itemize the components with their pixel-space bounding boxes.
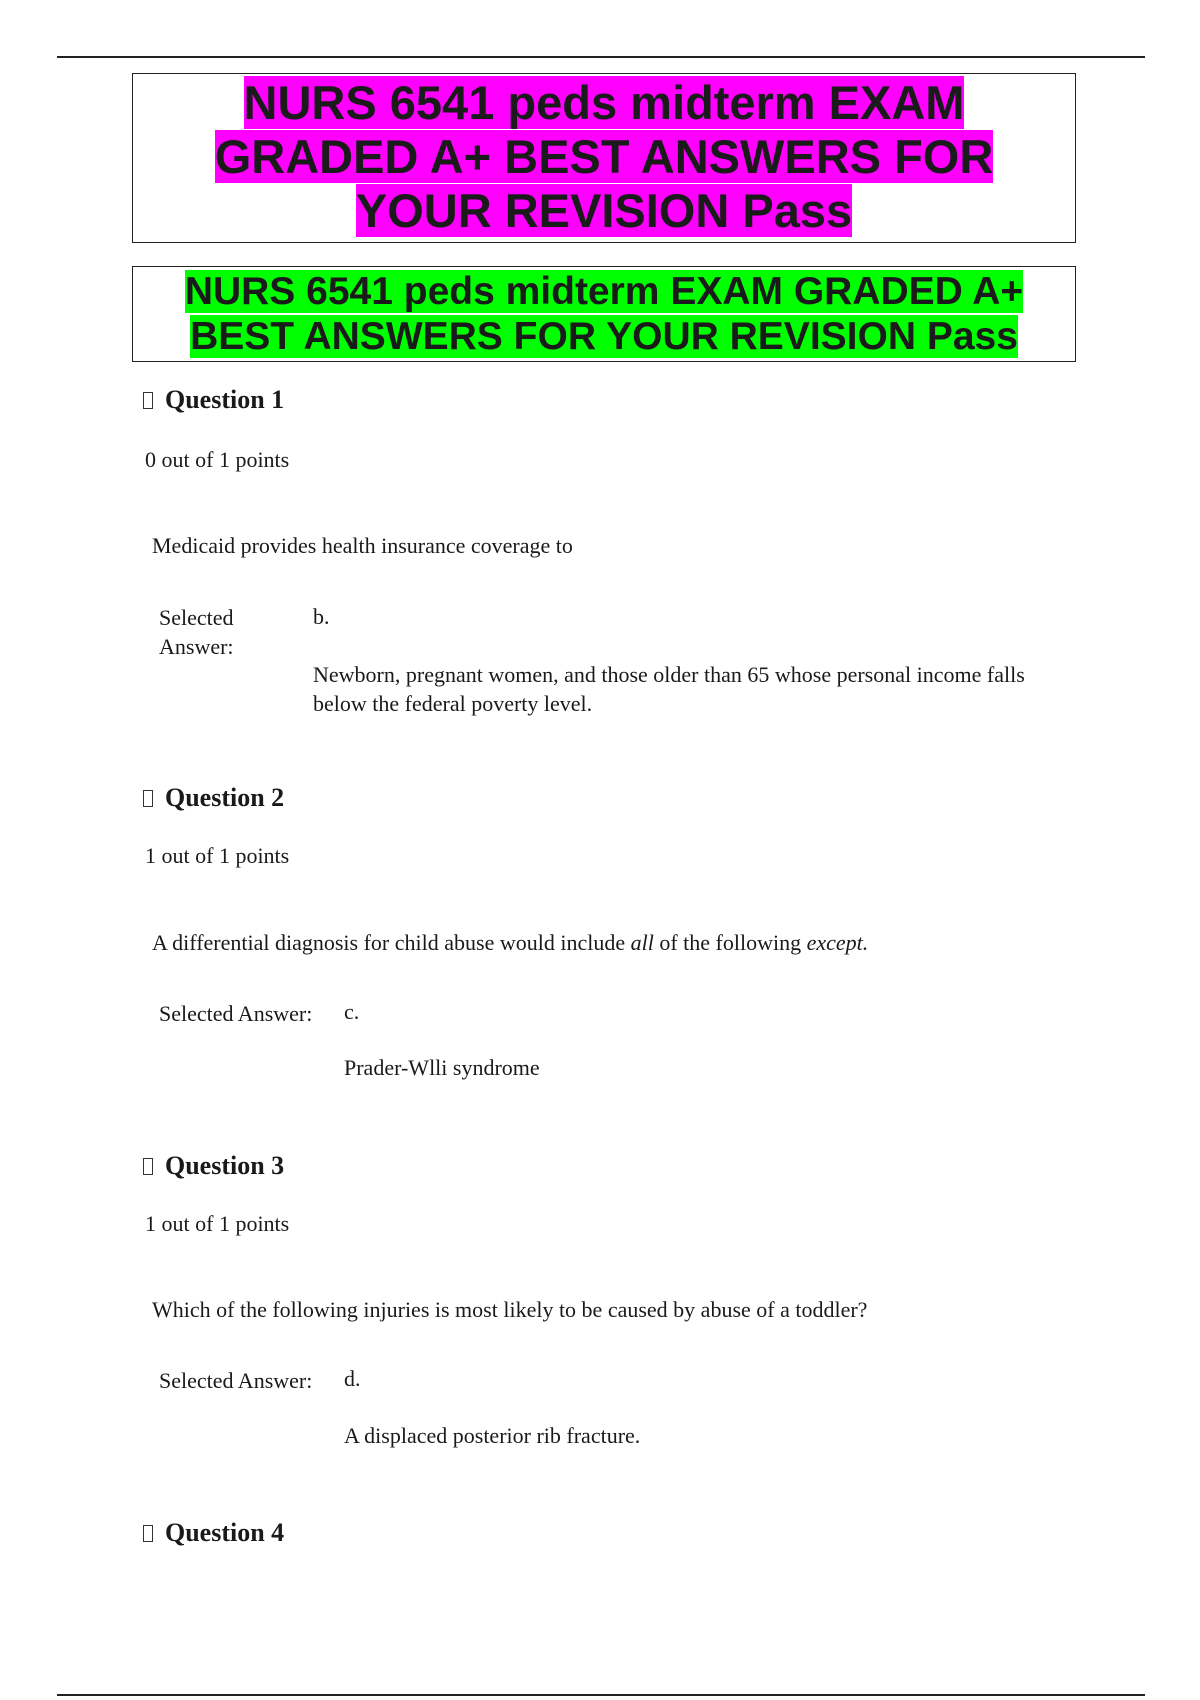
title-line: NURS 6541 peds midterm EXAM GRADED A+ xyxy=(184,270,1024,313)
question-title: Question 3 xyxy=(165,1151,285,1180)
question-title: Question 2 xyxy=(165,783,285,812)
question-points: 1 out of 1 points xyxy=(145,843,290,868)
title-line: YOUR REVISION Pass xyxy=(355,184,853,237)
top-rule xyxy=(57,56,1145,58)
question-title: Question 1 xyxy=(165,385,285,414)
selected-answer-label: Selected Answer: xyxy=(159,1001,313,1026)
checkbox-icon xyxy=(143,1158,153,1175)
question-points: 0 out of 1 points xyxy=(145,447,290,472)
prompt-emphasis: all xyxy=(630,930,654,955)
selected-answer-text: A displaced posterior rib fracture. xyxy=(344,1423,641,1448)
question-heading xyxy=(143,1518,284,1548)
question-heading xyxy=(143,783,284,813)
selected-answer-letter: c. xyxy=(344,999,360,1024)
prompt-text: of the following xyxy=(653,930,807,955)
title-line: NURS 6541 peds midterm EXAM xyxy=(243,76,965,129)
selected-answer-text: Newborn, pregnant women, and those older than 65 whose personal income falls below the federal poverty level. xyxy=(313,662,1025,716)
question-heading xyxy=(143,385,284,415)
title-box-secondary xyxy=(132,266,1076,362)
selected-answer-letter: d. xyxy=(344,1366,361,1391)
question-prompt: Which of the following injuries is most likely to be caused by abuse of a toddler? xyxy=(152,1297,868,1322)
title-line: GRADED A+ BEST ANSWERS FOR xyxy=(214,130,994,183)
selected-answer-letter: b. xyxy=(313,604,330,629)
question-title: Question 4 xyxy=(165,1518,285,1547)
selected-answer-text: Prader-Wlli syndrome xyxy=(344,1055,540,1080)
question-prompt: Medicaid provides health insurance coverage to xyxy=(152,533,573,558)
question-heading xyxy=(143,1151,284,1181)
checkbox-icon xyxy=(143,790,153,807)
prompt-emphasis: except. xyxy=(806,930,869,955)
title-box-primary xyxy=(132,73,1076,243)
selected-answer-label: Selected Answer: xyxy=(159,605,234,659)
question-prompt xyxy=(152,930,868,956)
prompt-text: A differential diagnosis for child abuse would include xyxy=(152,930,631,955)
checkbox-icon xyxy=(143,392,153,409)
checkbox-icon xyxy=(143,1525,153,1542)
title-line: BEST ANSWERS FOR YOUR REVISION Pass xyxy=(190,315,1018,358)
question-points: 1 out of 1 points xyxy=(145,1211,290,1236)
selected-answer-label: Selected Answer: xyxy=(159,1368,313,1393)
bottom-rule xyxy=(57,1694,1145,1696)
